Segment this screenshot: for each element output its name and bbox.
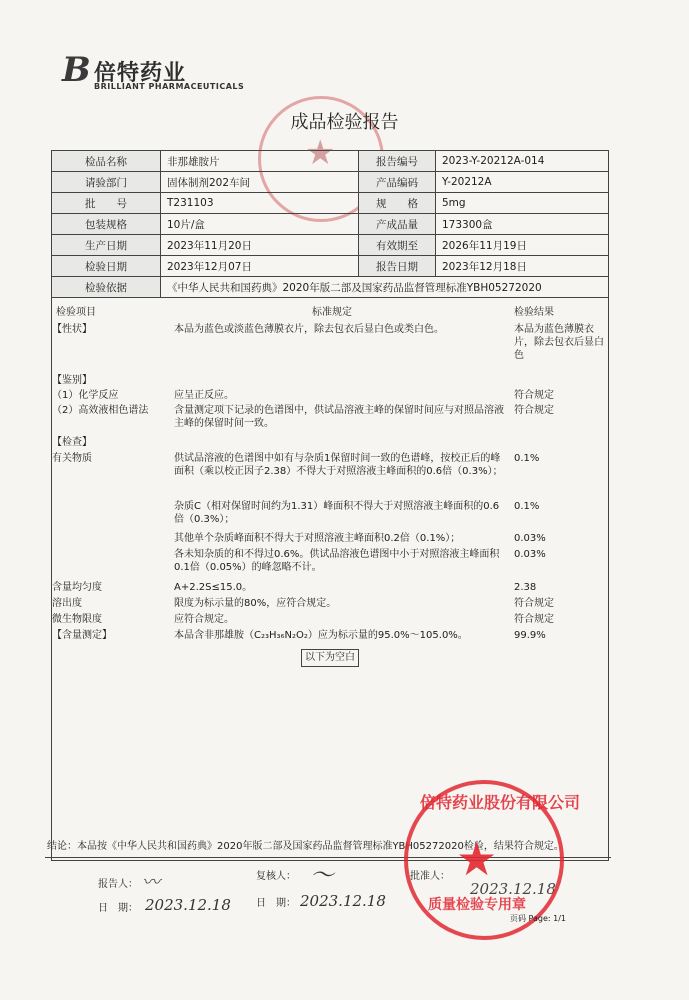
label-cell: 批 号: [52, 193, 161, 214]
blank-note: 以下为空白: [301, 649, 359, 667]
table-row: [52, 256, 609, 277]
reporter-signature: 〰: [142, 872, 160, 893]
value-cell: Y-20212A: [436, 172, 609, 193]
value-cell: 2026年11月19日: [436, 235, 609, 256]
star-icon: ★: [456, 832, 498, 886]
conclusion: 结论：本品按《中华人民共和国药典》2020年版二部及国家药品监督管理标准YBH05272020检验，结果符合规定。: [47, 841, 564, 852]
value-cell: 2023-Y-20212A-014: [436, 151, 609, 172]
res-hx: 符合规定: [514, 390, 554, 401]
reporter-date-label: 日 期：: [98, 903, 138, 914]
seal-ring-text: 倍特药业股份有限公司: [420, 793, 581, 812]
label-cell: 检品名称: [52, 151, 161, 172]
label-cell: 规 格: [359, 193, 436, 214]
item-wsw: 微生物限度: [52, 614, 102, 625]
reviewer-label: 复核人：: [256, 871, 296, 882]
table-row: [52, 151, 609, 172]
table-row: [52, 193, 609, 214]
value-cell: 固体制剂202车间: [161, 172, 359, 193]
section-xingzhuang: 【性状】: [52, 324, 92, 335]
std-ygwz-3: 其他单个杂质峰面积不得大于对照溶液主峰面积0.2倍（0.1%）；: [174, 533, 461, 544]
label-cell: 包装规格: [52, 214, 161, 235]
value-cell: 2023年11月20日: [161, 235, 359, 256]
std-rcd: 限度为标示量的80%，应符合规定。: [174, 598, 337, 609]
header-item: 检验项目: [56, 307, 96, 318]
label-cell: 产成品量: [359, 214, 436, 235]
reviewer-date-label: 日 期：: [256, 898, 296, 909]
std-ygwz-2: 杂质C（相对保留时间约为1.31）峰面积不得大于对照溶液主峰面积的0.6倍（0.3%）；: [174, 501, 500, 525]
std-hlj: A+2.2S≤15.0。: [174, 582, 253, 593]
label-cell: 请验部门: [52, 172, 161, 193]
table-row: [52, 277, 609, 298]
value-cell: 10片/盒: [161, 214, 359, 235]
std-ygwz-1: 供试品溶液的色谱图中如有与杂质1保留时间一致的色谱峰，按校正后的峰面积（乘以校正因子2.38）不得大于对照溶液主峰面积的0.6倍（0.3%）；: [174, 453, 503, 477]
label-cell: 有效期至: [359, 235, 436, 256]
info-table: [51, 150, 609, 298]
res-hplc: 符合规定: [514, 405, 554, 416]
label-cell: 检验依据: [52, 277, 161, 298]
reviewer-date: 2023.12.18: [300, 892, 386, 910]
section-jianbie: 【鉴别】: [52, 375, 92, 386]
std-hx: 应呈正反应。: [174, 390, 234, 401]
section-hlcd: 【含量测定】: [52, 630, 112, 641]
res-ygwz-4: 0.03%: [514, 549, 546, 560]
report-title: 成品检验报告: [290, 112, 399, 133]
table-row: [52, 235, 609, 256]
item-hlj: 含量均匀度: [52, 582, 102, 593]
approver-date: 2023.12.18: [470, 880, 556, 898]
label-cell: 生产日期: [52, 235, 161, 256]
res-rcd: 符合规定: [514, 598, 554, 609]
value-cell: 5mg: [436, 193, 609, 214]
table-row: [52, 172, 609, 193]
company-name-en: BRILLIANT PHARMACEUTICALS: [94, 82, 245, 91]
value-cell: T231103: [161, 193, 359, 214]
table-row: [52, 214, 609, 235]
res-xingzhuang: 本品为蓝色薄膜衣片，除去包衣后显白色: [514, 324, 604, 361]
std-xingzhuang: 本品为蓝色或淡蓝色薄膜衣片，除去包衣后显白色或类白色。: [174, 324, 444, 335]
section-jiancha: 【检查】: [52, 437, 92, 448]
approver-label: 批准人：: [410, 871, 450, 882]
basis-value: 《中华人民共和国药典》2020年版二部及国家药品监督管理标准YBH05272020: [161, 277, 609, 298]
std-wsw: 应符合规定。: [174, 614, 234, 625]
value-cell: 173300盒: [436, 214, 609, 235]
reviewer-signature: 〜: [310, 861, 334, 889]
res-hlcd: 99.9%: [514, 630, 546, 641]
res-wsw: 符合规定: [514, 614, 554, 625]
item-rcd: 溶出度: [52, 598, 82, 609]
item-hplc: （2）高效液相色谱法: [52, 405, 149, 416]
item-ygwz: 有关物质: [52, 453, 92, 464]
label-cell: 报告日期: [359, 256, 436, 277]
star-icon: ★: [305, 133, 336, 173]
std-hlcd: 本品含非那雄胺（C₂₃H₃₆N₂O₂）应为标示量的95.0%～105.0%。: [174, 630, 468, 641]
res-hlj: 2.38: [514, 582, 537, 593]
std-ygwz-4: 各未知杂质的和不得过0.6%。供试品溶液色谱图中小于对照溶液主峰面积0.1倍（0.05%）的峰忽略不计。: [174, 549, 500, 573]
res-ygwz-1: 0.1%: [514, 453, 540, 464]
logo-mark: B: [62, 50, 91, 90]
reporter-label: 报告人：: [98, 879, 138, 890]
header-result: 检验结果: [514, 307, 554, 318]
label-cell: 产品编码: [359, 172, 436, 193]
std-hplc: 含量测定项下记录的色谱图中，供试品溶液主峰的保留时间应与对照品溶液主峰的保留时间一致。: [174, 405, 504, 429]
seal-foot-text: 质量检验专用章: [428, 897, 526, 913]
company-name-cn: 倍特药业: [94, 61, 187, 86]
page-info: 页码 Page: 1/1: [510, 914, 567, 923]
res-ygwz-2: 0.1%: [514, 501, 540, 512]
item-hx: （1）化学反应: [52, 390, 119, 401]
value-cell: 2023年12月18日: [436, 256, 609, 277]
reporter-date: 2023.12.18: [145, 896, 231, 914]
results-box: [51, 297, 609, 861]
value-cell: 2023年12月07日: [161, 256, 359, 277]
header-standard: 标准规定: [312, 307, 352, 318]
label-cell: 检验日期: [52, 256, 161, 277]
label-cell: 报告编号: [359, 151, 436, 172]
value-cell: 非那雄胺片: [161, 151, 359, 172]
res-ygwz-3: 0.03%: [514, 533, 546, 544]
